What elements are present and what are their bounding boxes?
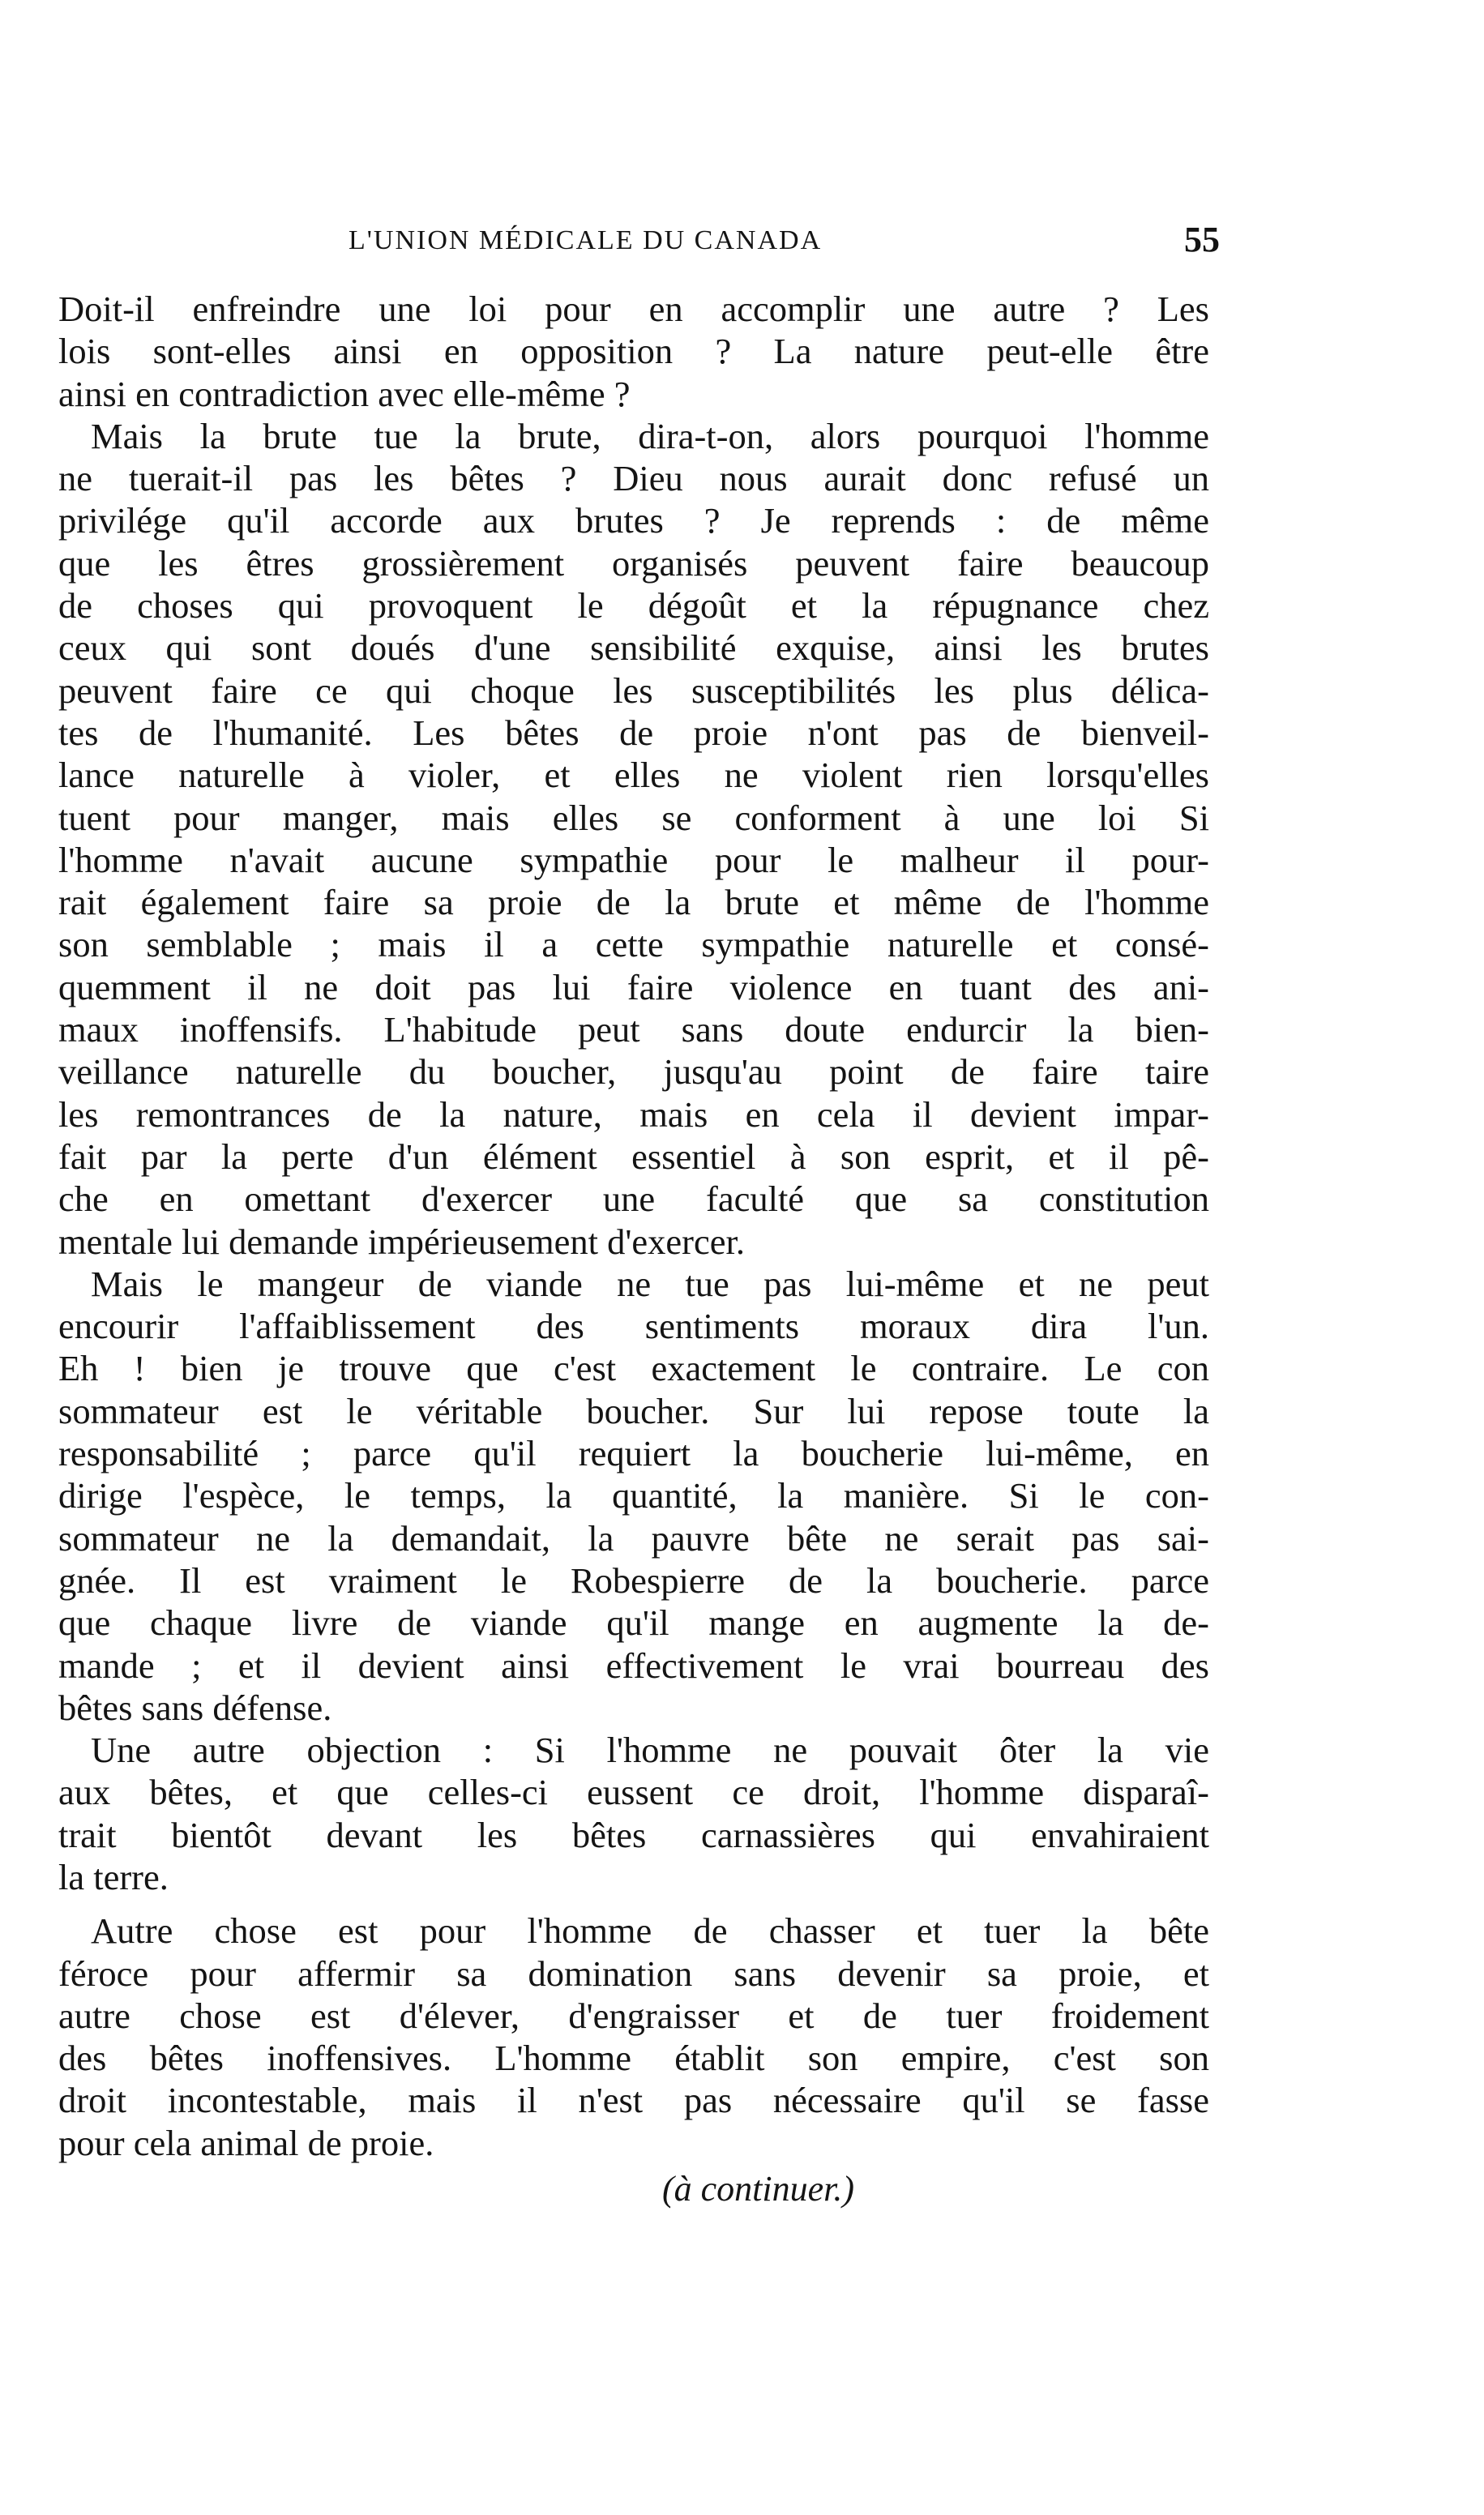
text-line: responsabilité ; parce qu'il requiert la boucherie lui-même, en [58,1433,1209,1474]
text-line: aux bêtes, et que celles-ci eussent ce droit, l'homme disparaî- [58,1772,1209,1813]
text-line: féroce pour affermir sa domination sans devenir sa proie, et [58,1953,1209,1994]
journal-title: L'UNION MÉDICALE DU CANADA [349,225,823,255]
text-line: que les êtres grossièrement organisés peuvent faire beaucoup [58,542,1209,584]
text-line: lois sont-elles ainsi en opposition ? La nature peut-elle être [58,331,1209,372]
text-line: de choses qui provoquent le dégoût et la répugnance chez [58,585,1209,627]
text-line: l'homme n'avait aucune sympathie pour le malheur il pour- [58,839,1209,880]
text-line: ainsi en contradiction avec elle-même ? [58,373,631,414]
text-line: rait également faire sa proie de la brute et même de l'homme [58,882,1209,923]
text-line: dirige l'espèce, le temps, la quantité, la manière. Si le con- [58,1475,1209,1516]
text-line: sommateur ne la demandait, la pauvre bête ne serait pas sai- [58,1517,1209,1559]
text-line: Mais la brute tue la brute, dira-t-on, alors pourquoi l'homme [91,415,1209,456]
paragraph [58,415,1209,1263]
text-line: Mais le mangeur de viande ne tue pas lui-même et ne peut [91,1263,1209,1304]
running-head [349,220,1240,266]
text-line: peuvent faire ce qui choque les susceptibilités les plus délica- [58,669,1209,711]
text-line: Eh ! bien je trouve que c'est exactement le contraire. Le con [58,1348,1209,1389]
text-line: mande ; et il devient ainsi effectivement le vrai bourreau des [58,1645,1209,1686]
text-line: bêtes sans défense. [58,1687,332,1728]
text-line: ceux qui sont doués d'une sensibilité exquise, ainsi les brutes [58,627,1209,669]
text-line: ne tuerait-il pas les bêtes ? Dieu nous aurait donc refusé un [58,458,1209,499]
body-text [58,288,1209,2164]
text-line: encourir l'affaiblissement des sentiments moraux dira l'un. [58,1306,1209,1347]
text-line: que chaque livre de viande qu'il mange en augmente la de- [58,1602,1209,1644]
to-be-continued [0,2168,1484,2209]
text-line: Autre chose est pour l'homme de chasser et tuer la bête [91,1910,1209,1952]
text-line: gnée. Il est vraiment le Robespierre de la boucherie. parce [58,1559,1209,1601]
text-line: mentale lui demande impérieusement d'exercer. [58,1221,745,1262]
text-line: veillance naturelle du boucher, jusqu'au point de faire taire [58,1051,1209,1093]
text-line: maux inoffensifs. L'habitude peut sans doute endurcir la bien- [58,1009,1209,1050]
text-line: pour cela animal de proie. [58,2122,434,2163]
page-number: 55 [1184,220,1220,259]
text-line: quemment il ne doit pas lui faire violence en tuant des ani- [58,966,1209,1007]
text-line: autre chose est d'élever, d'engraisser et de tuer froidement [58,1995,1209,2036]
text-line: la terre. [58,1856,169,1897]
text-line: privilége qu'il accorde aux brutes ? Je reprends : de même [58,500,1209,541]
paragraph [58,1910,1209,2164]
paragraph-gap [58,1898,1209,1910]
text-line: tes de l'humanité. Les bêtes de proie n'ont pas de bienveil- [58,712,1209,753]
text-line: fait par la perte d'un élément essentiel à son esprit, et il pê- [58,1136,1209,1177]
text-line: Une autre objection : Si l'homme ne pouvait ôter la vie [91,1730,1209,1771]
paragraph [58,1729,1209,1898]
text-line: les remontrances de la nature, mais en cela il devient impar- [58,1093,1209,1135]
to-be-continued-text: (à continuer.) [661,2169,855,2209]
text-line: lance naturelle à violer, et elles ne violent rien lorsqu'elles [58,755,1209,796]
text-line: tuent pour manger, mais elles se conforment à une loi Si [58,797,1209,838]
paragraph [58,288,1209,415]
text-line: des bêtes inoffensives. L'homme établit son empire, c'est son [58,2038,1209,2079]
paragraph [58,1263,1209,1729]
text-line: che en omettant d'exercer une faculté que sa constitution [58,1178,1209,1220]
text-line: trait bientôt devant les bêtes carnassières qui envahiraient [58,1814,1209,1855]
text-line: sommateur est le véritable boucher. Sur lui repose toute la [58,1390,1209,1431]
text-line: Doit-il enfreindre une loi pour en accomplir une autre ? Les [58,289,1209,329]
text-line: son semblable ; mais il a cette sympathie naturelle et consé- [58,924,1209,965]
text-line: droit incontestable, mais il n'est pas nécessaire qu'il se fasse [58,2080,1209,2121]
